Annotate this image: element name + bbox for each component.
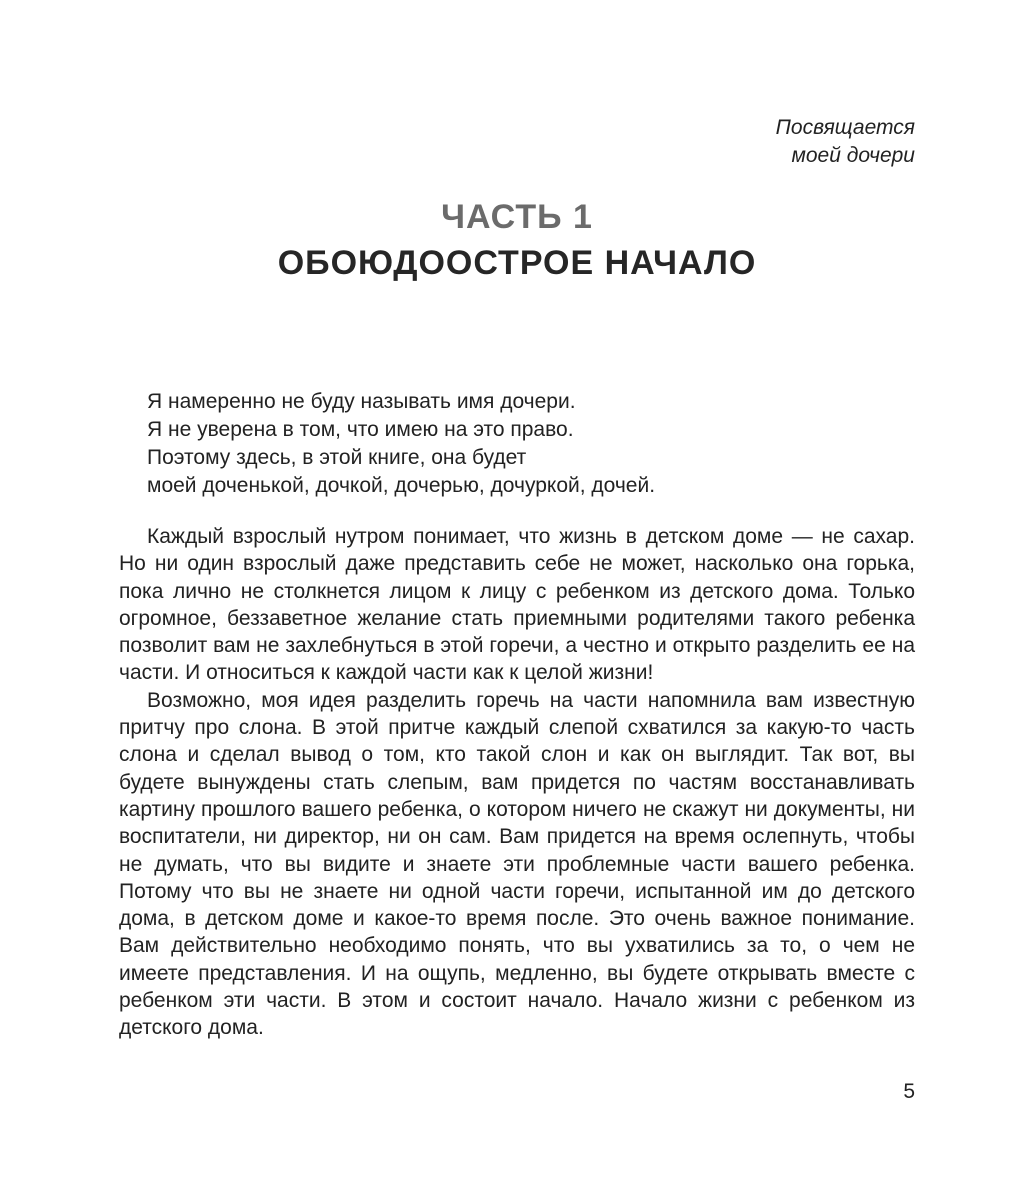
part-title-heading: ОБОЮДООСТРОЕ НАЧАЛО — [277, 244, 757, 282]
epigraph-line: моей доченькой, дочкой, дочерью, дочуркой, дочей. — [147, 474, 656, 497]
epigraph — [147, 388, 655, 500]
body-text — [119, 523, 915, 1042]
epigraph-line: Поэтому здесь, в этой книге, она будет — [147, 446, 527, 469]
dedication-line-1: Посвящается — [775, 116, 915, 139]
epigraph-line: Я намеренно не буду называть имя дочери. — [147, 390, 576, 413]
epigraph-line: Я не уверена в том, что имею на это право. — [147, 418, 574, 441]
dedication-line-2: моей дочери — [791, 144, 915, 167]
dedication — [776, 114, 915, 170]
page-number: 5 — [903, 1080, 915, 1103]
body-paragraph: Каждый взрослый нутром понимает, что жизнь в детском доме — не сахар. Но ни один взрослый даже представить себе не может, насколько она горька, пока лично не столкнется лицом к лицу с ребенком из детского дома. Только огромное, беззаветное желание стать приемными родителями такого ребенка позволит вам не захлебнуться в этой горечи, а честно и открыто разделить ее на части. И относиться к каждой части как к целой жизни! — [119, 525, 915, 685]
part-number-heading: ЧАСТЬ 1 — [441, 198, 593, 236]
body-paragraph: Возможно, моя идея разделить горечь на части напомнила вам известную притчу про слона. В этой притче каждый слепой схватился за какую-то часть слона и сделал вывод о том, кто такой слон и как он выглядит. Так вот, вы будете вынуждены стать слепым, вам придется по частям восстанавливать картину прошлого вашего ребенка, о котором ничего не скажут ни документы, ни воспитатели, ни директор, ни он сам. Вам придется на время ослепнуть, чтобы не думать, что вы видите и знаете эти проблемные части вашего ребенка. Потому что вы не знаете ни одной части горечи, испытанной им до детского дома, в детском доме и какое-то время после. Это очень важное понимание. Вам действительно необходимо понять, что вы ухватились за то, о чем не имеете представления. И на ощупь, медленно, вы будете открывать вместе с ребенком эти части. В этом и состоит начало. Начало жизни с ребенком из детского дома. — [119, 688, 915, 1040]
